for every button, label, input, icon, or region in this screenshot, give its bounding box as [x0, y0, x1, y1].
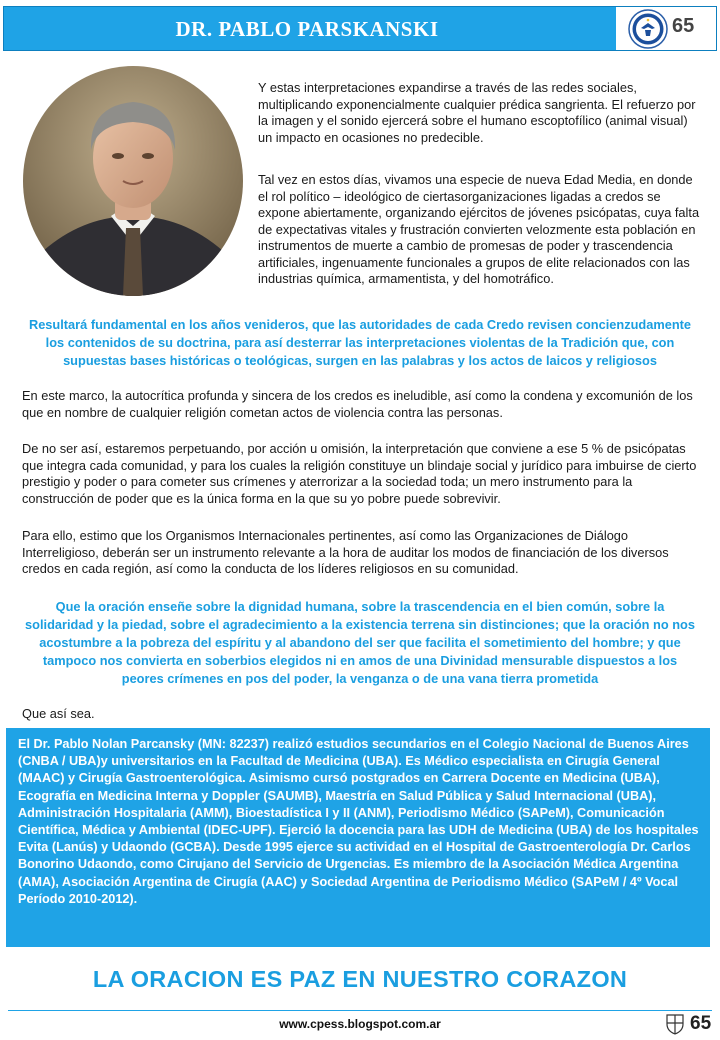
shield-icon: [666, 1013, 684, 1035]
paragraph-new-middle-ages: Tal vez en estos días, vivamos una especie de nueva Edad Media, en donde el rol político – ideológico de ciertasorganizaciones ligadas a credos se expone abiertamente, organizando ejércitos de jóvenes psicópatas, cuya falta de expectativas vitales y frustración convierten velozmente esta población en instrumentos de muerte a cambio de promesas de poder y trascendencia artificiales, ingenuamente funcionales a grupos de elite relacionados con las industrias química, armamentista, y del homotráfico.: [258, 172, 700, 286]
paragraph-perpetuating: De no ser así, estaremos perpetuando, por acción u omisión, la interpretación que conviene a ese 5 % de psicópatas que integra cada comunidad, y para los cuales la religión constituye un blindaje social y jurídico para imbuirse de cierto prestigio y poder o para cometer sus crímenes y aterrorizar a la sociedad toda; un mero instrumento para la construcción de poder que es la única forma en la que su yo pobre puede sobrevivir.: [22, 441, 697, 506]
highlight-quote-prayer: Que la oración enseñe sobre la dignidad humana, sobre la trascendencia en el bien común, sobre la solidaridad y la piedad, sobre el agradecimiento a la existencia terrena sin distinciones; que la oración no nos acostumbre a la pobreza del espíritu y al abandono del ser que facilita el sometimiento del hombre; y que tampoco nos convierta en soberbios elegidos ni en amos de una Divinidad mensurable dispuestos a los peores crímenes en pos del poder, la venganza o de una vana tierra prometida: [25, 599, 695, 686]
header-page-number: 65: [672, 15, 695, 37]
author-title: DR. PABLO PARSKANSKI: [175, 17, 439, 41]
author-bio-text: El Dr. Pablo Nolan Parcansky (MN: 82237) realizó estudios secundarios en el Colegio Nacional de Buenos Aires (CNBA / UBA)y universitarios en la Facultad de Medicina (UBA). Es Médico especialista en Cirugía General (MAAC) y Cirugía Gastroenterológica. Asimismo cursó postgrados en Carrera Docente en Medicina (UBA), Ecografía en Medicina Interna y Doppler (SAUMB), Maestría en Salud Pública y Salud Internacional (UBA), Administración Hospitalaria (AMM), Bioestadística I y II (ANM), Periodismo Médico (SAPeM), Comunicación Científica, Médica y Ambiental (IDEC-UPF). Ejerció la docencia para las UDH de Medicina (UBA) de los hospitales Evita (Lanús) y Udaondo (GCBA). Desde 1995 ejerce su actividad en el Hospital de Gastroenterología Dr. Carlos Bonorino Udaondo, como Cirujano del Servicio de Urgencias. Es miembro de la Asociación Médica Argentina (AMA), Asociación Argentina de Cirugía (AAC) y Sociedad Argentina de Periodismo Médico (SAPeM / 4º Vocal Período 2010-2012).: [18, 737, 699, 906]
footer-divider: [8, 1010, 712, 1011]
header-page-box: [616, 7, 716, 50]
page-header: [3, 6, 717, 51]
paragraph-social-networks: Y estas interpretaciones expandirse a través de las redes sociales, multiplicando exponencialmente cualquier prédica sangrienta. El refuerzo por la imagen y el sonido ejercerá sobre el humano escoptofílico (animal visual) un impacto en ocasiones no predecible.: [258, 80, 696, 145]
footer-page-number: 65: [690, 1013, 712, 1034]
paragraph-international-orgs: Para ello, estimo que los Organismos Internacionales pertinentes, así como las Organizaciones de Diálogo Interreligioso, deberán ser un instrumento relevante a la hora de auditar los modos de financiación de los diversos credos en cada región, así como la conducta de los líderes religiosos en su comunidad.: [22, 528, 669, 576]
closing-line: Que así sea.: [22, 706, 95, 721]
paragraph-self-criticism: En este marco, la autocrítica profunda y sincera de los credos es ineludible, así como la condena y excomunión de los que en nombre de cualquier religión cometan actos de violencia contra las personas.: [22, 388, 693, 420]
author-bio-box: [6, 728, 710, 947]
emblem-seal-icon: [628, 9, 668, 49]
highlight-quote-doctrine: Resultará fundamental en los años venideros, que las autoridades de cada Credo revisen concienzudamente los contenidos de su doctrina, para así desterrar las interpretaciones violentas de la Tradición que, con supuestas bases históricas o teológicas, surgen en las palabras y los actos de laicos y religiosos: [28, 317, 692, 368]
closing-slogan: LA ORACION ES PAZ EN NUESTRO CORAZON: [92, 966, 628, 992]
author-portrait: [23, 66, 243, 296]
footer-website-link[interactable]: www.cpess.blogspot.com.ar: [279, 1017, 441, 1031]
